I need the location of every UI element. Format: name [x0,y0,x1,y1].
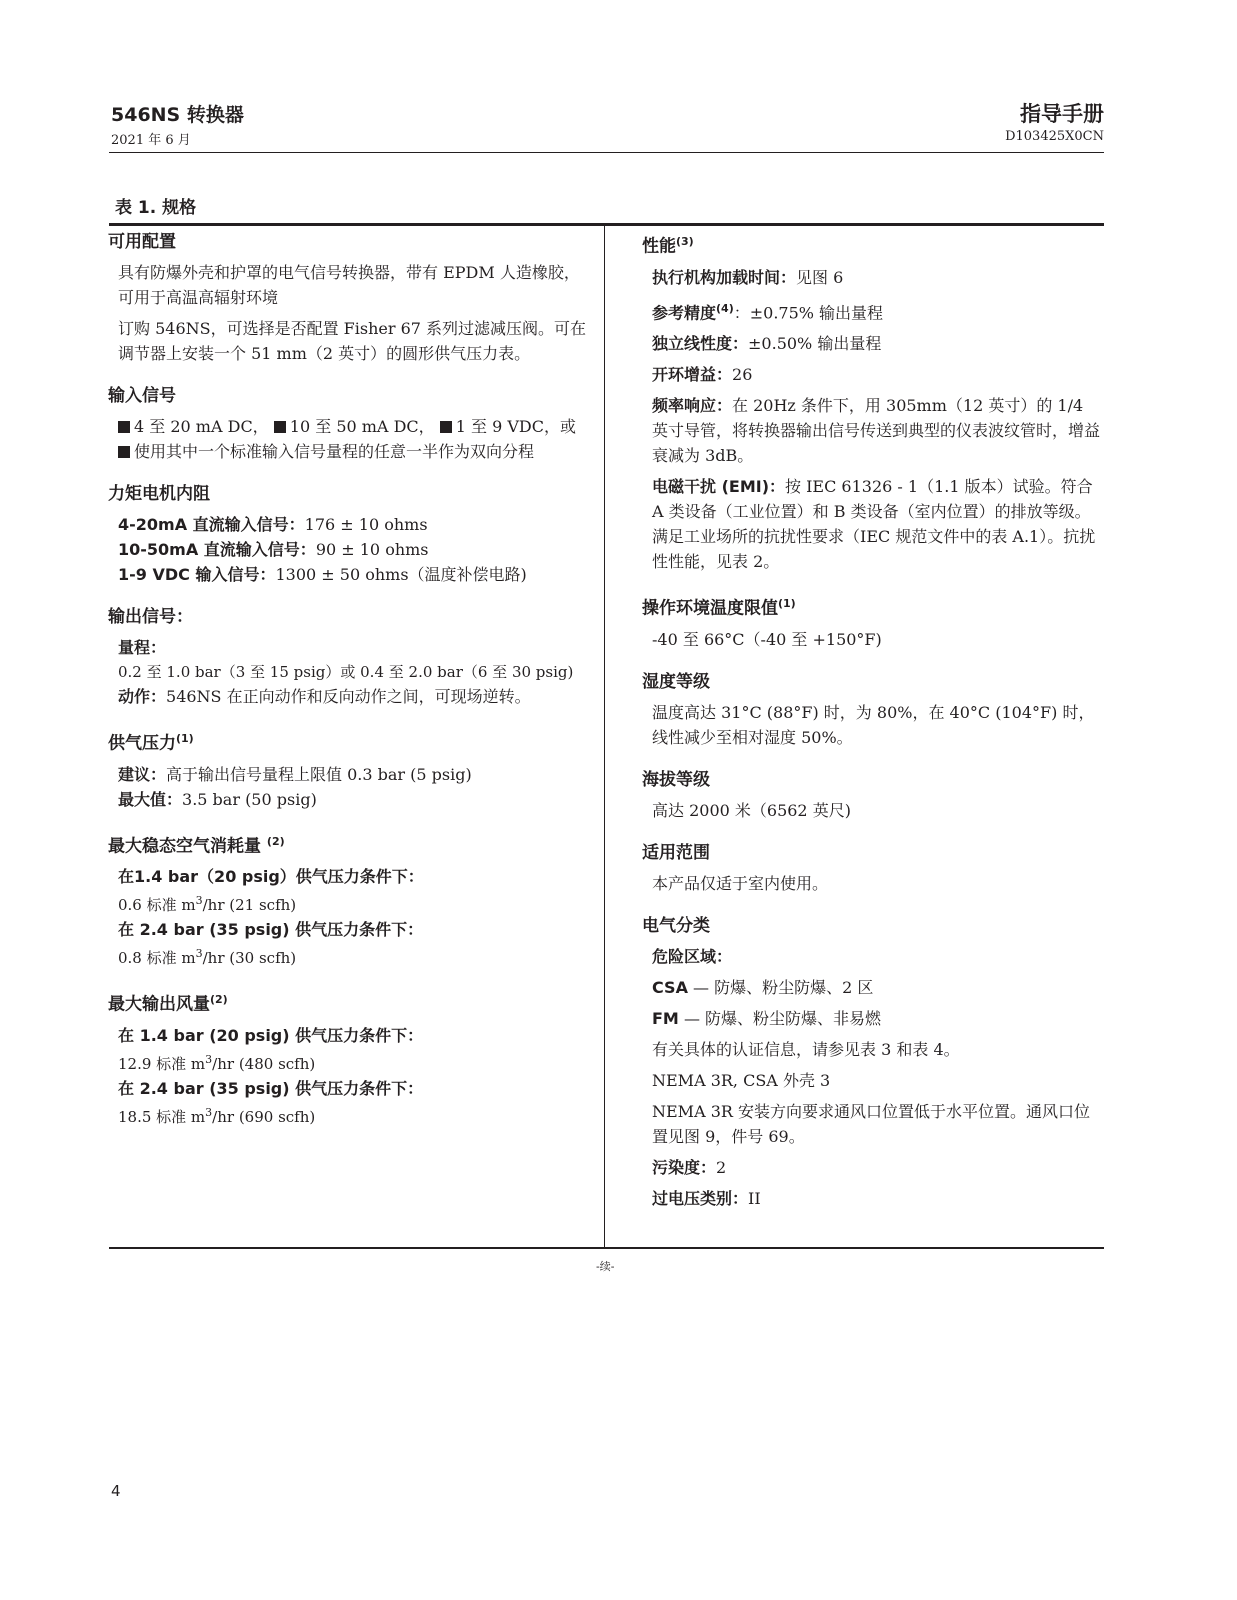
consumption-value-2: 0.8 标准 $m^3/hr$ (30 scfh) [118,947,297,968]
nema-rating: NEMA 3R, CSA 外壳 3 [652,1070,831,1090]
checkbox-square-icon [118,446,130,458]
perf-load-time: 执行机构加载时间：见图 6 [652,267,844,287]
doc-number: D103425X0CN [1005,129,1104,144]
section-output-signal [108,605,588,709]
header-rule [109,152,1104,153]
consumption-condition-2: 在 2.4 bar (35 psig) 供气压力条件下： [118,920,424,940]
checkbox-square-icon [274,421,286,433]
config-text-2: 订购 546NS，可选择是否配置 Fisher 67 系列过滤减压阀。可在调节器上安装一个 51 mm（2 英寸）的圆形供气压力表。 [118,319,587,363]
config-text-1: 具有防爆外壳和护罩的电气信号转换器，带有 EPDM 人造橡胶，可用于高温高辐射环境 [118,263,580,307]
scope-value: 本产品仅适于室内使用。 [652,873,829,893]
input-options: 4 至 20 mA DC， 10 至 50 mA DC， 1 至 9 VDC，或 使用其中一个标准输入信号量程的任意一半作为双向分程 [118,414,588,464]
temperature-value: -40 至 66°C（-40 至 +150°F) [652,629,882,649]
perf-emi: 电磁干扰 (EMI)：按 IEC 61326 - 1（1.1 版本）试验。符合 A 类设备（工业位置）和 B 类设备（室内位置）的排放等级。满足工业场所的抗扰性要求（IEC 规范文件中的表 A.1）。抗扰性性能，见表 2。 [652,476,1096,571]
section-heading: 力矩电机内阻 [108,484,210,504]
section-heading: 最大输出风量$^{(2)}$ [108,993,228,1015]
flow-value-1: 12.9 标准 $m^3/hr$ (480 scfh) [118,1052,316,1073]
range-label: 量程： [118,638,167,657]
section-input-signal [108,384,588,464]
section-heading: 输入信号 [108,386,176,406]
section-config [108,230,588,366]
section-heading: 湿度等级 [642,671,710,692]
range-value: 0.2 至 1.0 bar（3 至 15 psig）或 0.4 至 2.0 bar（6 至 30 psig) [118,663,574,681]
nema-note: NEMA 3R 安装方向要求通风口位置低于水平位置。通风口位置见图 9，件号 69。 [652,1101,1091,1146]
action-row: 动作：546NS 在正向动作和反向动作之间，可现场逆转。 [118,687,531,706]
section-torque-motor [108,482,588,587]
section-output-flow [108,988,588,1129]
section-air-consumption [108,830,588,971]
section-heading: 海拔等级 [642,769,710,790]
checkbox-square-icon [118,421,130,433]
section-supply-pressure [108,727,588,812]
flow-condition-1: 在 1.4 bar (20 psig) 供气压力条件下： [118,1025,424,1045]
section-heading: 性能$^{(3)}$ [642,235,694,257]
section-heading: 可用配置 [108,232,176,252]
checkbox-square-icon [440,421,452,433]
product-title: 546NS 转换器 [111,104,244,126]
table-title: 表 1. 规格 [115,198,197,218]
section-scope [642,841,1104,896]
table-top-rule [109,223,1104,226]
csa-row: CSA — 防爆、粉尘防爆、2 区 [652,977,874,997]
section-heading: 供气压力$^{(1)}$ [108,732,194,754]
section-electrical [642,914,1104,1211]
torque-row: 4-20mA 直流输入信号：176 ± 10 ohms [118,515,428,534]
page-number: 4 [111,1482,121,1500]
supply-recommended: 建议：高于输出信号量程上限值 0.3 bar (5 psig) [118,764,472,784]
publish-date: 2021 年 6 月 [111,133,191,148]
overvoltage-category: 过电压类别：II [652,1188,761,1208]
torque-row: 1-9 VDC 输入信号：1300 ± 50 ohms（温度补偿电路) [118,565,527,584]
section-humidity [642,670,1104,750]
cert-reference: 有关具体的认证信息，请参见表 3 和表 4。 [652,1039,960,1059]
torque-row: 10-50mA 直流输入信号：90 ± 10 ohms [118,540,429,559]
column-divider [604,226,605,1247]
section-performance [642,230,1104,574]
humidity-value: 温度高达 31°C (88°F) 时，为 80%，在 40°C (104°F) 时，线性减少至相对湿度 50%。 [652,702,1095,747]
section-heading: 电气分类 [642,915,710,936]
supply-max: 最大值：3.5 bar (50 psig) [118,789,317,809]
right-column [642,230,1104,1229]
section-altitude [642,768,1104,823]
section-heading: 最大稳态空气消耗量 $^{(2)}$ [108,834,285,857]
pollution-degree: 污染度：2 [652,1157,727,1177]
altitude-value: 高达 2000 米（6562 英尺) [652,800,851,820]
flow-value-2: 18.5 标准 $m^3/hr$ (690 scfh) [118,1105,316,1126]
left-column [108,230,588,1147]
flow-condition-2: 在 2.4 bar (35 psig) 供气压力条件下： [118,1078,424,1098]
section-heading: 输出信号： [108,607,193,627]
continued-marker: -续- [596,1260,615,1273]
hazard-label: 危险区域： [652,946,733,966]
perf-accuracy: 参考精度$^{(4)}$：±0.75% 输出量程 [652,301,884,322]
consumption-value-1: 0.6 标准 $m^3/hr$ (21 scfh) [118,894,297,915]
perf-frequency: 频率响应：在 20Hz 条件下，用 305mm（12 英寸）的 1/4 英寸导管，将转换器输出信号传送到典型的仪表波纹管时，增益衰减为 3dB。 [652,395,1101,465]
section-heading: 适用范围 [642,842,710,863]
perf-linearity: 独立线性度：±0.50% 输出量程 [652,333,882,353]
section-temperature [642,592,1104,652]
table-bottom-rule [109,1247,1104,1249]
perf-gain: 开环增益：26 [652,364,753,384]
manual-title: 指导手册 [1020,102,1104,126]
section-heading: 操作环境温度限值$^{(1)}$ [642,596,796,619]
consumption-condition-1: 在1.4 bar（20 psig）供气压力条件下： [118,867,424,887]
fm-row: FM — 防爆、粉尘防爆、非易燃 [652,1008,882,1028]
